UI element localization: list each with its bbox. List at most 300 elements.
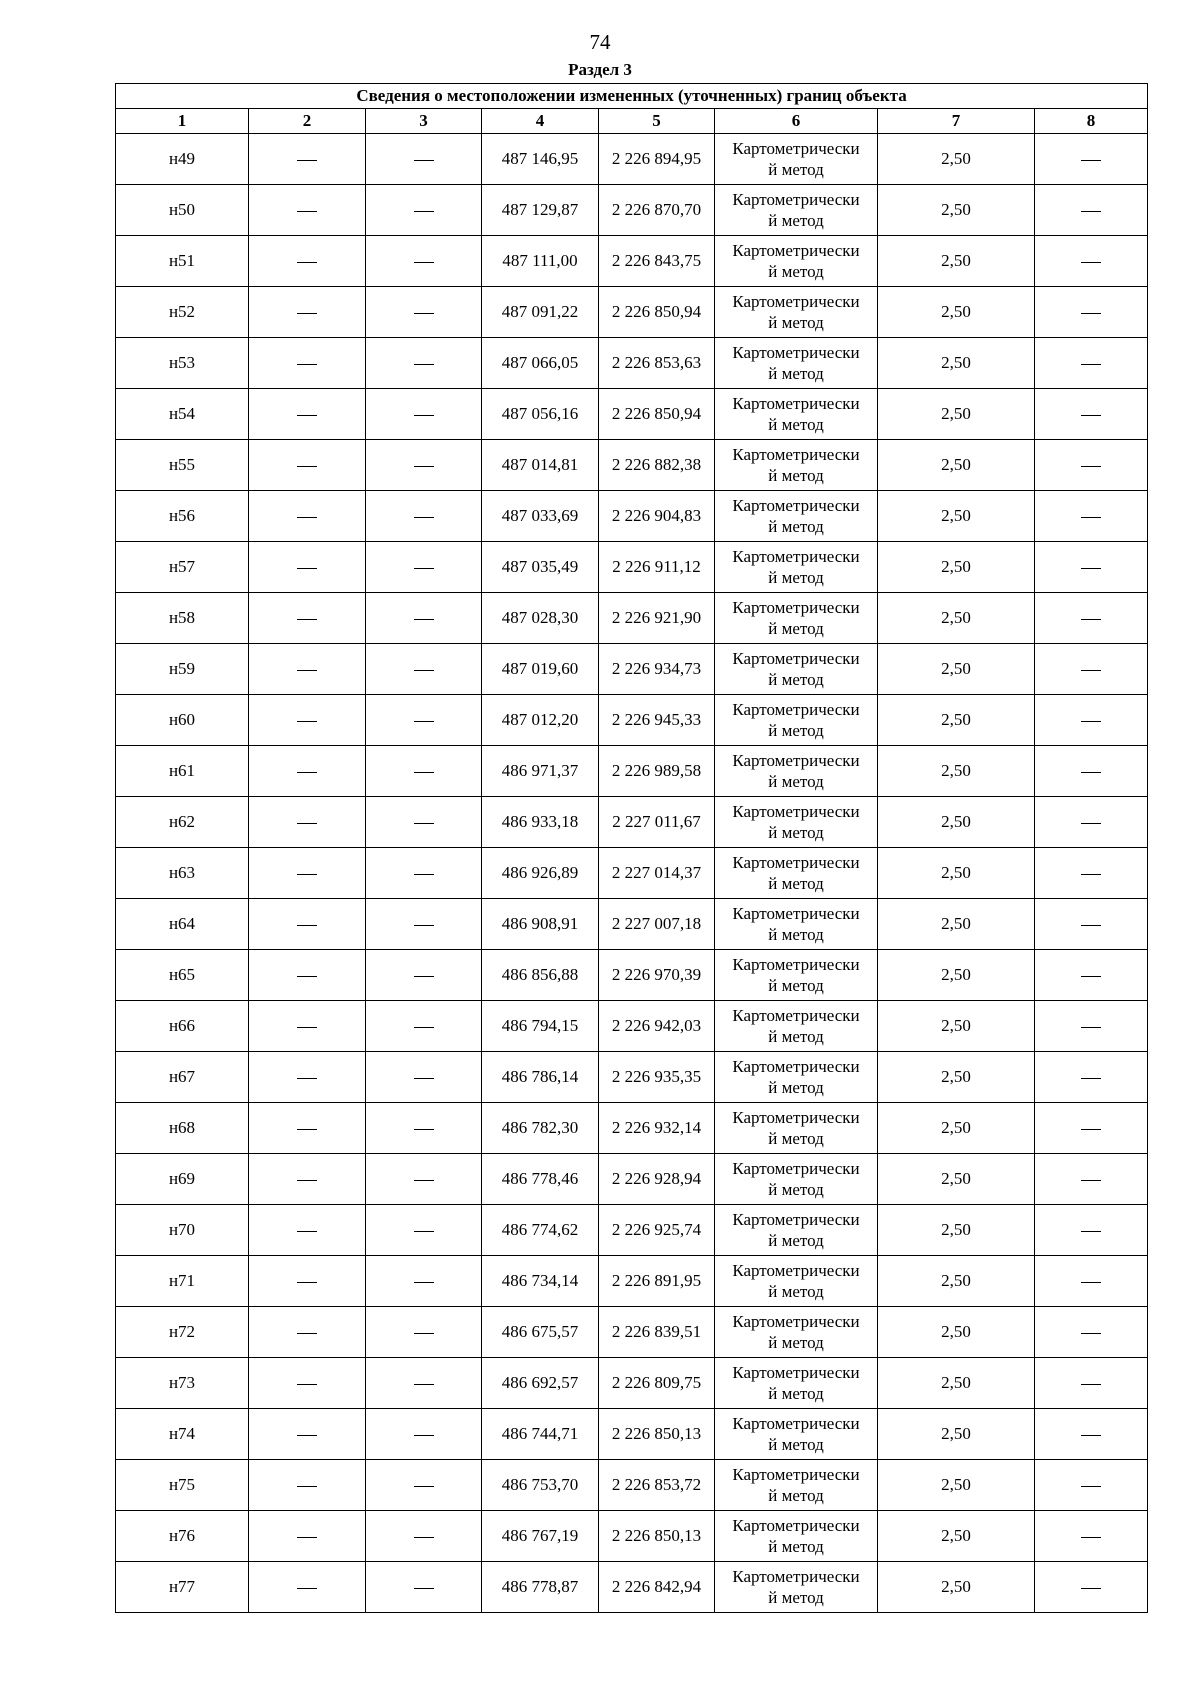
- method-line: й метод: [768, 1333, 824, 1352]
- dash-mark: [297, 1537, 317, 1538]
- empty-cell: [1035, 389, 1148, 440]
- method-line: Картометрически: [732, 802, 860, 821]
- table-row: [116, 542, 1148, 593]
- dash-mark: [297, 415, 317, 416]
- dash-mark: [1081, 1027, 1101, 1028]
- precision-cell: 2,50: [878, 1256, 1035, 1307]
- dash-mark: [297, 925, 317, 926]
- table-row: [116, 1358, 1148, 1409]
- table-row: [116, 440, 1148, 491]
- empty-cell: [366, 644, 482, 695]
- method-line: Картометрически: [732, 751, 860, 770]
- dash-mark: [297, 1078, 317, 1079]
- precision-cell: 2,50: [878, 1409, 1035, 1460]
- dash-mark: [1081, 1231, 1101, 1232]
- precision-cell: 2,50: [878, 695, 1035, 746]
- empty-cell: [249, 1307, 366, 1358]
- method-cell: [715, 389, 878, 440]
- empty-cell: [249, 1511, 366, 1562]
- x-coordinate-cell: 487 028,30: [482, 593, 599, 644]
- method-cell: [715, 542, 878, 593]
- method-cell: [715, 1103, 878, 1154]
- empty-cell: [249, 389, 366, 440]
- table-row: [116, 593, 1148, 644]
- x-coordinate-cell: 487 091,22: [482, 287, 599, 338]
- empty-cell: [1035, 1154, 1148, 1205]
- point-name-cell: н51: [116, 236, 249, 287]
- method-line: й метод: [768, 1384, 824, 1403]
- method-line: й метод: [768, 1435, 824, 1454]
- y-coordinate-cell: 2 226 970,39: [599, 950, 715, 1001]
- precision-cell: 2,50: [878, 440, 1035, 491]
- point-name-cell: н64: [116, 899, 249, 950]
- point-name-cell: н65: [116, 950, 249, 1001]
- point-name-cell: н50: [116, 185, 249, 236]
- table-row: [116, 1205, 1148, 1256]
- table-row: [116, 899, 1148, 950]
- method-line: й метод: [768, 415, 824, 434]
- method-line: Картометрически: [732, 853, 860, 872]
- dash-mark: [297, 160, 317, 161]
- method-line: Картометрически: [732, 292, 860, 311]
- y-coordinate-cell: 2 226 904,83: [599, 491, 715, 542]
- empty-cell: [1035, 1358, 1148, 1409]
- dash-mark: [297, 1027, 317, 1028]
- point-name-cell: н74: [116, 1409, 249, 1460]
- dash-mark: [1081, 925, 1101, 926]
- precision-cell: 2,50: [878, 491, 1035, 542]
- precision-cell: 2,50: [878, 1358, 1035, 1409]
- method-cell: [715, 1052, 878, 1103]
- table-row: [116, 746, 1148, 797]
- dash-mark: [414, 517, 434, 518]
- dash-mark: [1081, 517, 1101, 518]
- point-name-cell: н56: [116, 491, 249, 542]
- dash-mark: [297, 1129, 317, 1130]
- method-cell: [715, 338, 878, 389]
- empty-cell: [249, 1103, 366, 1154]
- method-line: Картометрически: [732, 1006, 860, 1025]
- empty-cell: [1035, 1511, 1148, 1562]
- empty-cell: [1035, 287, 1148, 338]
- empty-cell: [366, 1103, 482, 1154]
- y-coordinate-cell: 2 226 921,90: [599, 593, 715, 644]
- method-line: Картометрически: [732, 445, 860, 464]
- empty-cell: [249, 287, 366, 338]
- method-line: й метод: [768, 1588, 824, 1607]
- empty-cell: [249, 644, 366, 695]
- empty-cell: [249, 440, 366, 491]
- method-cell: [715, 1154, 878, 1205]
- y-coordinate-cell: 2 226 891,95: [599, 1256, 715, 1307]
- x-coordinate-cell: 487 066,05: [482, 338, 599, 389]
- x-coordinate-cell: 487 019,60: [482, 644, 599, 695]
- point-name-cell: н59: [116, 644, 249, 695]
- dash-mark: [297, 1486, 317, 1487]
- empty-cell: [249, 1358, 366, 1409]
- dash-mark: [414, 1180, 434, 1181]
- empty-cell: [1035, 950, 1148, 1001]
- boundary-coordinates-table: [115, 83, 1148, 1613]
- dash-mark: [414, 874, 434, 875]
- table-row: [116, 1307, 1148, 1358]
- dash-mark: [1081, 568, 1101, 569]
- dash-mark: [414, 211, 434, 212]
- x-coordinate-cell: 486 778,46: [482, 1154, 599, 1205]
- empty-cell: [1035, 1103, 1148, 1154]
- empty-cell: [1035, 695, 1148, 746]
- dash-mark: [1081, 1537, 1101, 1538]
- method-line: й метод: [768, 1027, 824, 1046]
- method-cell: [715, 848, 878, 899]
- empty-cell: [1035, 1307, 1148, 1358]
- dash-mark: [297, 619, 317, 620]
- dash-mark: [1081, 1486, 1101, 1487]
- method-line: Картометрически: [732, 904, 860, 923]
- method-line: й метод: [768, 160, 824, 179]
- dash-mark: [1081, 1078, 1101, 1079]
- x-coordinate-cell: 486 926,89: [482, 848, 599, 899]
- dash-mark: [414, 313, 434, 314]
- dash-mark: [297, 1282, 317, 1283]
- point-name-cell: н68: [116, 1103, 249, 1154]
- empty-cell: [366, 440, 482, 491]
- precision-cell: 2,50: [878, 185, 1035, 236]
- dash-mark: [414, 721, 434, 722]
- x-coordinate-cell: 486 734,14: [482, 1256, 599, 1307]
- table-row: [116, 491, 1148, 542]
- dash-mark: [297, 670, 317, 671]
- point-name-cell: н63: [116, 848, 249, 899]
- table-row: [116, 644, 1148, 695]
- method-line: й метод: [768, 670, 824, 689]
- precision-cell: 2,50: [878, 236, 1035, 287]
- method-line: й метод: [768, 976, 824, 995]
- x-coordinate-cell: 486 856,88: [482, 950, 599, 1001]
- precision-cell: 2,50: [878, 797, 1035, 848]
- empty-cell: [366, 1511, 482, 1562]
- dash-mark: [414, 1588, 434, 1589]
- method-cell: [715, 1460, 878, 1511]
- y-coordinate-cell: 2 226 925,74: [599, 1205, 715, 1256]
- method-line: й метод: [768, 262, 824, 281]
- dash-mark: [1081, 211, 1101, 212]
- precision-cell: 2,50: [878, 1562, 1035, 1613]
- table-row: [116, 950, 1148, 1001]
- x-coordinate-cell: 486 778,87: [482, 1562, 599, 1613]
- y-coordinate-cell: 2 226 942,03: [599, 1001, 715, 1052]
- column-header: 4: [482, 109, 599, 134]
- empty-cell: [366, 1256, 482, 1307]
- method-cell: [715, 644, 878, 695]
- dash-mark: [414, 160, 434, 161]
- precision-cell: 2,50: [878, 1052, 1035, 1103]
- empty-cell: [249, 338, 366, 389]
- x-coordinate-cell: 487 129,87: [482, 185, 599, 236]
- point-name-cell: н75: [116, 1460, 249, 1511]
- precision-cell: 2,50: [878, 287, 1035, 338]
- table-caption: Сведения о местоположении измененных (уточненных) границ объекта: [116, 84, 1148, 109]
- method-cell: [715, 185, 878, 236]
- dash-mark: [1081, 670, 1101, 671]
- dash-mark: [1081, 415, 1101, 416]
- dash-mark: [1081, 976, 1101, 977]
- y-coordinate-cell: 2 226 932,14: [599, 1103, 715, 1154]
- dash-mark: [297, 1435, 317, 1436]
- empty-cell: [249, 542, 366, 593]
- precision-cell: 2,50: [878, 848, 1035, 899]
- point-name-cell: н60: [116, 695, 249, 746]
- precision-cell: 2,50: [878, 338, 1035, 389]
- table-row: [116, 1460, 1148, 1511]
- table-row: [116, 1154, 1148, 1205]
- dash-mark: [1081, 874, 1101, 875]
- method-line: Картометрически: [732, 1312, 860, 1331]
- precision-cell: 2,50: [878, 1460, 1035, 1511]
- dash-mark: [414, 772, 434, 773]
- empty-cell: [366, 491, 482, 542]
- column-header: 7: [878, 109, 1035, 134]
- dash-mark: [414, 1537, 434, 1538]
- y-coordinate-cell: 2 226 809,75: [599, 1358, 715, 1409]
- precision-cell: 2,50: [878, 950, 1035, 1001]
- method-line: й метод: [768, 721, 824, 740]
- column-header: 2: [249, 109, 366, 134]
- y-coordinate-cell: 2 226 842,94: [599, 1562, 715, 1613]
- y-coordinate-cell: 2 226 853,63: [599, 338, 715, 389]
- method-line: й метод: [768, 1537, 824, 1556]
- empty-cell: [366, 1205, 482, 1256]
- dash-mark: [297, 568, 317, 569]
- dash-mark: [414, 1078, 434, 1079]
- empty-cell: [249, 1205, 366, 1256]
- empty-cell: [366, 797, 482, 848]
- method-cell: [715, 1307, 878, 1358]
- dash-mark: [297, 1333, 317, 1334]
- table-row: [116, 1103, 1148, 1154]
- empty-cell: [1035, 542, 1148, 593]
- table-row: [116, 1562, 1148, 1613]
- precision-cell: 2,50: [878, 1205, 1035, 1256]
- y-coordinate-cell: 2 226 945,33: [599, 695, 715, 746]
- column-header: 3: [366, 109, 482, 134]
- y-coordinate-cell: 2 226 843,75: [599, 236, 715, 287]
- method-line: Картометрически: [732, 547, 860, 566]
- empty-cell: [366, 287, 482, 338]
- empty-cell: [249, 1409, 366, 1460]
- empty-cell: [249, 1562, 366, 1613]
- empty-cell: [249, 1256, 366, 1307]
- dash-mark: [1081, 772, 1101, 773]
- empty-cell: [366, 185, 482, 236]
- method-line: Картометрически: [732, 1465, 860, 1484]
- dash-mark: [297, 721, 317, 722]
- empty-cell: [1035, 1205, 1148, 1256]
- empty-cell: [1035, 134, 1148, 185]
- dash-mark: [297, 262, 317, 263]
- precision-cell: 2,50: [878, 746, 1035, 797]
- empty-cell: [249, 185, 366, 236]
- x-coordinate-cell: 486 786,14: [482, 1052, 599, 1103]
- method-line: й метод: [768, 1282, 824, 1301]
- empty-cell: [366, 1562, 482, 1613]
- table-body: [116, 134, 1148, 1613]
- empty-cell: [1035, 338, 1148, 389]
- dash-mark: [297, 823, 317, 824]
- empty-cell: [249, 236, 366, 287]
- dash-mark: [297, 772, 317, 773]
- dash-mark: [297, 313, 317, 314]
- y-coordinate-cell: 2 226 928,94: [599, 1154, 715, 1205]
- y-coordinate-cell: 2 226 935,35: [599, 1052, 715, 1103]
- precision-cell: 2,50: [878, 1307, 1035, 1358]
- dash-mark: [1081, 364, 1101, 365]
- table-row: [116, 1256, 1148, 1307]
- table-row: [116, 1001, 1148, 1052]
- dash-mark: [414, 1282, 434, 1283]
- table-row: [116, 1511, 1148, 1562]
- x-coordinate-cell: 486 753,70: [482, 1460, 599, 1511]
- empty-cell: [249, 1052, 366, 1103]
- dash-mark: [297, 211, 317, 212]
- method-cell: [715, 236, 878, 287]
- method-line: Картометрически: [732, 1159, 860, 1178]
- empty-cell: [366, 1154, 482, 1205]
- method-line: Картометрически: [732, 496, 860, 515]
- dash-mark: [1081, 1282, 1101, 1283]
- method-cell: [715, 797, 878, 848]
- x-coordinate-cell: 487 111,00: [482, 236, 599, 287]
- empty-cell: [249, 899, 366, 950]
- method-line: Картометрически: [732, 1261, 860, 1280]
- empty-cell: [249, 695, 366, 746]
- empty-cell: [366, 1052, 482, 1103]
- method-line: й метод: [768, 211, 824, 230]
- empty-cell: [366, 899, 482, 950]
- point-name-cell: н62: [116, 797, 249, 848]
- dash-mark: [1081, 823, 1101, 824]
- empty-cell: [366, 542, 482, 593]
- method-cell: [715, 746, 878, 797]
- column-header: 1: [116, 109, 249, 134]
- empty-cell: [249, 134, 366, 185]
- precision-cell: 2,50: [878, 593, 1035, 644]
- x-coordinate-cell: 487 146,95: [482, 134, 599, 185]
- dash-mark: [414, 976, 434, 977]
- method-cell: [715, 134, 878, 185]
- x-coordinate-cell: 487 014,81: [482, 440, 599, 491]
- column-number-row: [116, 109, 1148, 134]
- dash-mark: [414, 364, 434, 365]
- method-line: й метод: [768, 925, 824, 944]
- page-number: 74: [589, 30, 611, 54]
- table-row: [116, 185, 1148, 236]
- x-coordinate-cell: 487 033,69: [482, 491, 599, 542]
- x-coordinate-cell: 486 675,57: [482, 1307, 599, 1358]
- dash-mark: [414, 925, 434, 926]
- dash-mark: [1081, 466, 1101, 467]
- y-coordinate-cell: 2 226 911,12: [599, 542, 715, 593]
- point-name-cell: н77: [116, 1562, 249, 1613]
- method-line: Картометрически: [732, 649, 860, 668]
- empty-cell: [1035, 185, 1148, 236]
- empty-cell: [366, 1460, 482, 1511]
- empty-cell: [1035, 593, 1148, 644]
- x-coordinate-cell: 487 056,16: [482, 389, 599, 440]
- empty-cell: [366, 1409, 482, 1460]
- empty-cell: [1035, 1460, 1148, 1511]
- point-name-cell: н69: [116, 1154, 249, 1205]
- point-name-cell: н57: [116, 542, 249, 593]
- precision-cell: 2,50: [878, 1511, 1035, 1562]
- table-row: [116, 797, 1148, 848]
- empty-cell: [1035, 848, 1148, 899]
- empty-cell: [366, 1358, 482, 1409]
- empty-cell: [1035, 440, 1148, 491]
- point-name-cell: н54: [116, 389, 249, 440]
- dash-mark: [414, 619, 434, 620]
- y-coordinate-cell: 2 227 014,37: [599, 848, 715, 899]
- method-cell: [715, 1511, 878, 1562]
- empty-cell: [366, 1001, 482, 1052]
- point-name-cell: н49: [116, 134, 249, 185]
- precision-cell: 2,50: [878, 1103, 1035, 1154]
- point-name-cell: н76: [116, 1511, 249, 1562]
- empty-cell: [366, 338, 482, 389]
- table-row: [116, 848, 1148, 899]
- method-line: й метод: [768, 466, 824, 485]
- dash-mark: [414, 1435, 434, 1436]
- x-coordinate-cell: 486 774,62: [482, 1205, 599, 1256]
- empty-cell: [366, 1307, 482, 1358]
- section-title: Раздел 3: [568, 60, 632, 79]
- y-coordinate-cell: 2 226 850,13: [599, 1409, 715, 1460]
- dash-mark: [414, 1129, 434, 1130]
- empty-cell: [366, 848, 482, 899]
- method-line: й метод: [768, 772, 824, 791]
- x-coordinate-cell: 486 744,71: [482, 1409, 599, 1460]
- empty-cell: [1035, 491, 1148, 542]
- dash-mark: [414, 670, 434, 671]
- dash-mark: [414, 1384, 434, 1385]
- dash-mark: [1081, 1180, 1101, 1181]
- y-coordinate-cell: 2 226 839,51: [599, 1307, 715, 1358]
- dash-mark: [414, 1231, 434, 1232]
- y-coordinate-cell: 2 226 850,94: [599, 389, 715, 440]
- method-line: й метод: [768, 619, 824, 638]
- method-cell: [715, 440, 878, 491]
- method-line: й метод: [768, 364, 824, 383]
- empty-cell: [249, 1460, 366, 1511]
- precision-cell: 2,50: [878, 1001, 1035, 1052]
- dash-mark: [414, 1486, 434, 1487]
- dash-mark: [1081, 1129, 1101, 1130]
- table-row: [116, 134, 1148, 185]
- method-line: Картометрически: [732, 1567, 860, 1586]
- empty-cell: [366, 593, 482, 644]
- method-line: Картометрически: [732, 394, 860, 413]
- empty-cell: [249, 848, 366, 899]
- dash-mark: [1081, 1588, 1101, 1589]
- precision-cell: 2,50: [878, 1154, 1035, 1205]
- x-coordinate-cell: 486 692,57: [482, 1358, 599, 1409]
- point-name-cell: н72: [116, 1307, 249, 1358]
- empty-cell: [249, 746, 366, 797]
- column-header: 6: [715, 109, 878, 134]
- empty-cell: [1035, 1562, 1148, 1613]
- method-line: Картометрически: [732, 1363, 860, 1382]
- dash-mark: [297, 466, 317, 467]
